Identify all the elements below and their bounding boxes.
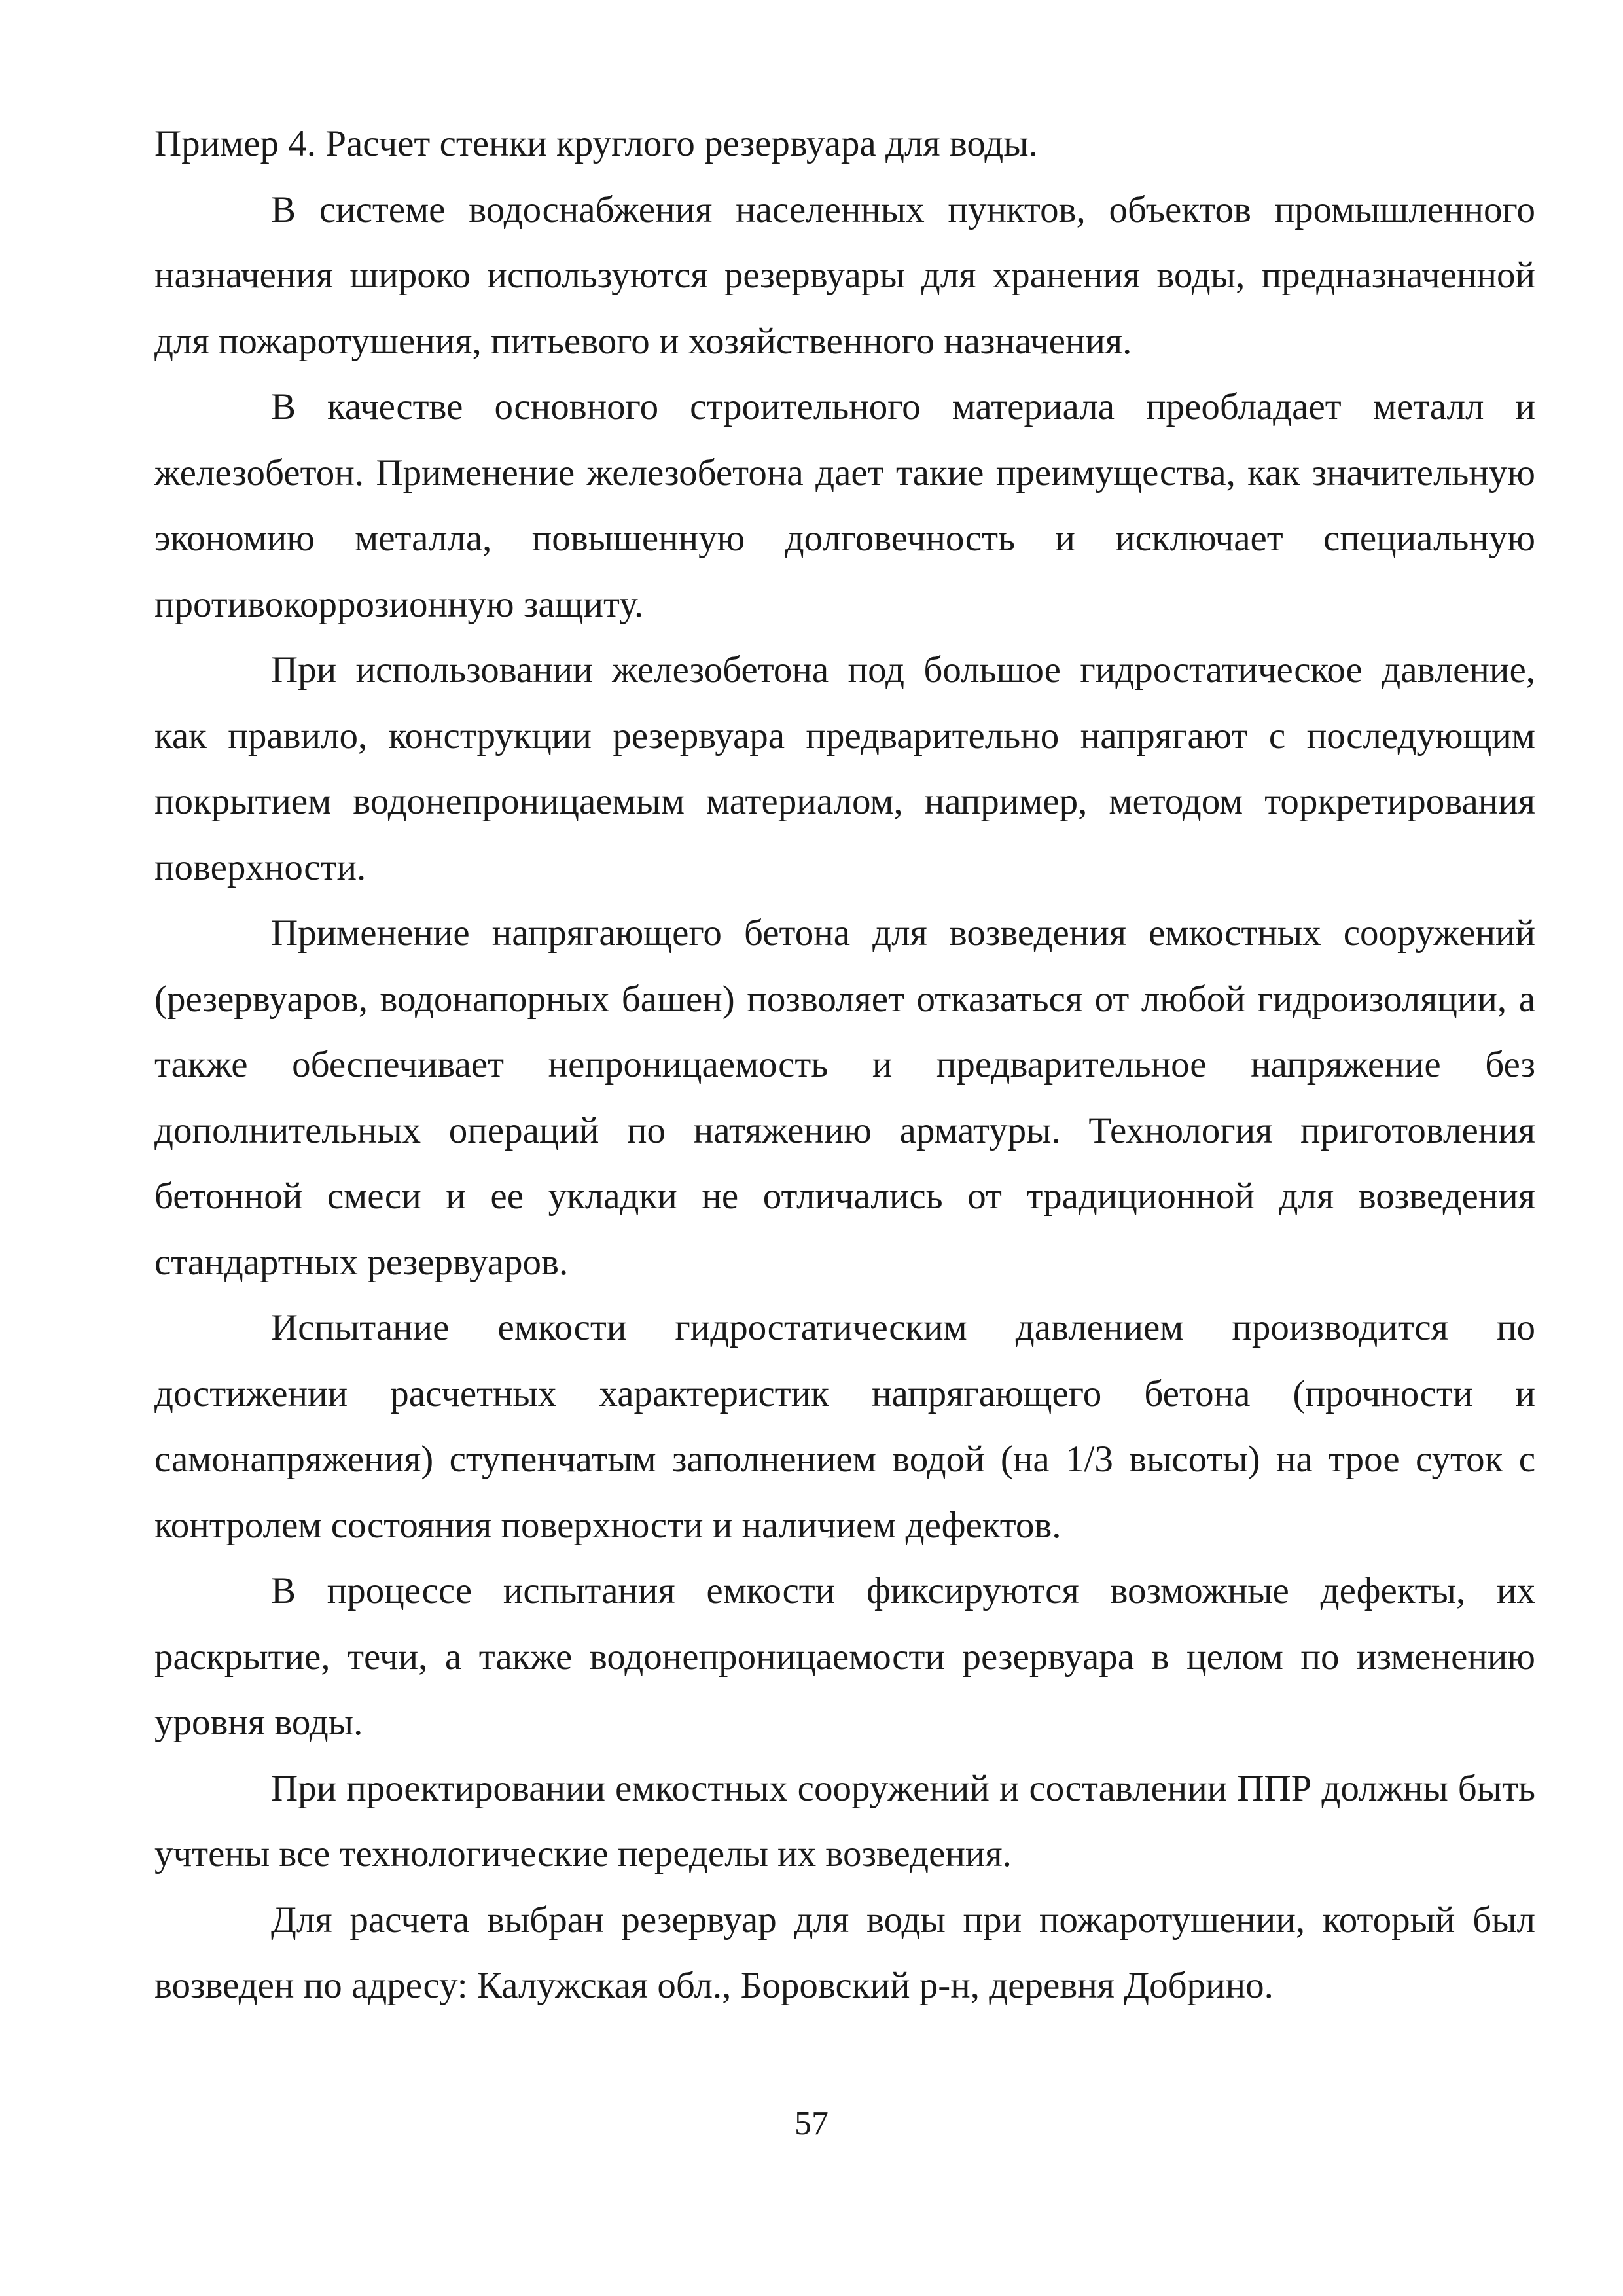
page-body	[154, 111, 1535, 2019]
example-heading: Пример 4. Расчет стенки круглого резервуара для воды.	[154, 123, 1038, 164]
paragraph-materials: В качестве основного строительного материала преобладает металл и железобетон. Применение железобетона дает такие преимущества, как значительную экономию металла, повышенную долговечность и исключает специальную противокоррозионную защиту.	[154, 386, 1535, 625]
paragraph-water-supply: В системе водоснабжения населенных пунктов, объектов промышленного назначения широко используются резервуары для хранения воды, предназначенной для пожаротушения, питьевого и хозяйственного назначения.	[154, 188, 1535, 362]
paragraph-expanding-concrete: Применение напрягающего бетона для возведения емкостных сооружений (резервуаров, водонапорных башен) позволяет отказаться от любой гидроизоляции, а также обеспечивает непроницаемость и предварительное напряжение без дополнительных операций по натяжению арматуры. Технология приготовления бетонной смеси и ее укладки не отличались от традиционной для возведения стандартных резервуаров.	[154, 912, 1535, 1283]
paragraph-project-design: При проектировании емкостных сооружений и составлении ППР должны быть учтены все технологические переделы их возведения.	[154, 1767, 1535, 1874]
page-number: 57	[794, 2105, 829, 2142]
paragraph-prestressing: При использовании железобетона под большое гидростатическое давление, как правило, конструкции резервуара предварительно напрягают с последующим покрытием водонепроницаемым материалом, например, методом торкретирования поверхности.	[154, 649, 1535, 888]
paragraph-selected-tank: Для расчета выбран резервуар для воды при пожаротушении, который был возведен по адресу: Калужская обл., Боровский р-н, деревня Добрино.	[154, 1899, 1535, 2006]
paragraph-defects: В процессе испытания емкости фиксируются возможные дефекты, их раскрытие, течи, а также водонепроницаемости резервуара в целом по изменению уровня воды.	[154, 1570, 1535, 1743]
paragraph-hydrostatic-test: Испытание емкости гидростатическим давлением производится по достижении расчетных характеристик напрягающего бетона (прочности и самонапряжения) ступенчатым заполнением водой (на 1/3 высоты) на трое суток с контролем состояния поверхности и наличием дефектов.	[154, 1307, 1535, 1546]
